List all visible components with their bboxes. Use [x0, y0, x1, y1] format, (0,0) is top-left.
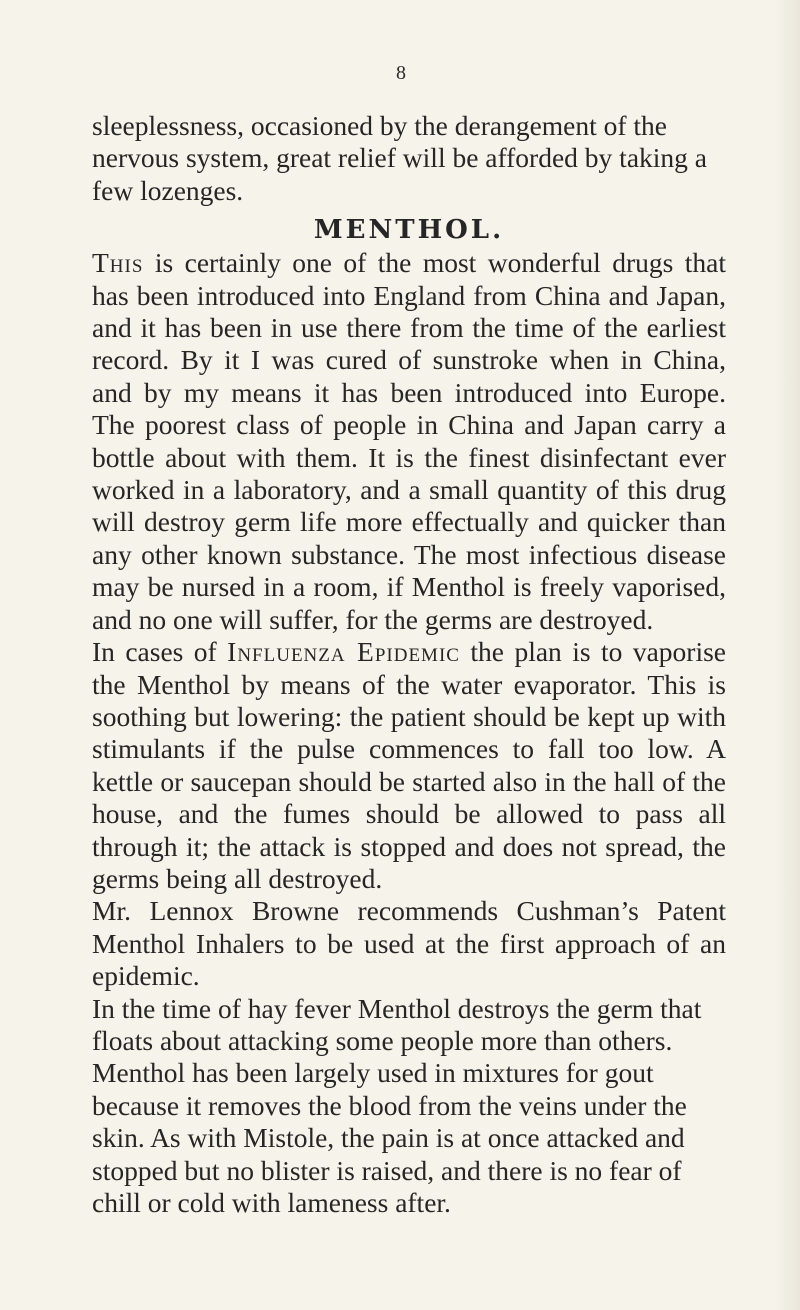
paragraph-hay-fever: In the time of hay fever Menthol destroys the germ that floats about attacking some people more than others. Menthol has been largely used in mixtures for gout because it removes the blood from the veins under the skin. As with Mistole, the pain is at once attacked and stopped but no blister is raised, and there is no fear of chill or cold with lameness after. — [92, 992, 702, 1218]
paragraph-text-pre: In cases of — [92, 636, 228, 668]
page-edge-shadow — [776, 0, 800, 1310]
body-text — [92, 110, 726, 1219]
paragraph-inhalers: Mr. Lennox Browne recommends Cushman’s Patent Menthol Inhalers to be used at the first approach of an epidemic. — [92, 895, 726, 992]
page-number: 8 — [396, 62, 406, 84]
paragraph-text: is certainly one of the most wonderful drugs that has been introduced into England from China and Japan, and it has been in use there from the time of the earliest record. By it I was cured of sunstroke when in China, and by my means it has been introduced into Europe. The poorest class of people in China and Japan carry a bottle about with them. It is the finest disinfectant ever worked in a laboratory, and a small quantity of this drug will destroy germ life more effectually and quicker than any other known substance. The most infectious disease may be nursed in a room, if Menthol is freely vaporised, and no one will suffer, for the germs are destroyed. — [92, 247, 726, 635]
influenza-epidemic-smallcaps: Influenza Epidemic — [227, 636, 460, 668]
paragraph-lead-word: This — [92, 247, 144, 279]
paragraph-menthol-intro — [92, 247, 726, 636]
section-heading: MENTHOL. — [313, 215, 505, 246]
paragraph-influenza — [92, 636, 726, 895]
continuation-paragraph: sleeplessness, occasioned by the derangement of the nervous system, great relief will be afforded by taking a few lozenges. — [92, 110, 707, 206]
paragraph-text: the plan is to vaporise the Menthol by means of the water evaporator. This is soothing but lowering: the patient should be kept up with stimulants if the pulse commences to fall too low. A kettle or saucepan should be started also in the hall of the house, and the fumes should be allowed to pass all through it; the attack is stopped and does not spread, the germs being all destroyed. — [92, 636, 727, 894]
